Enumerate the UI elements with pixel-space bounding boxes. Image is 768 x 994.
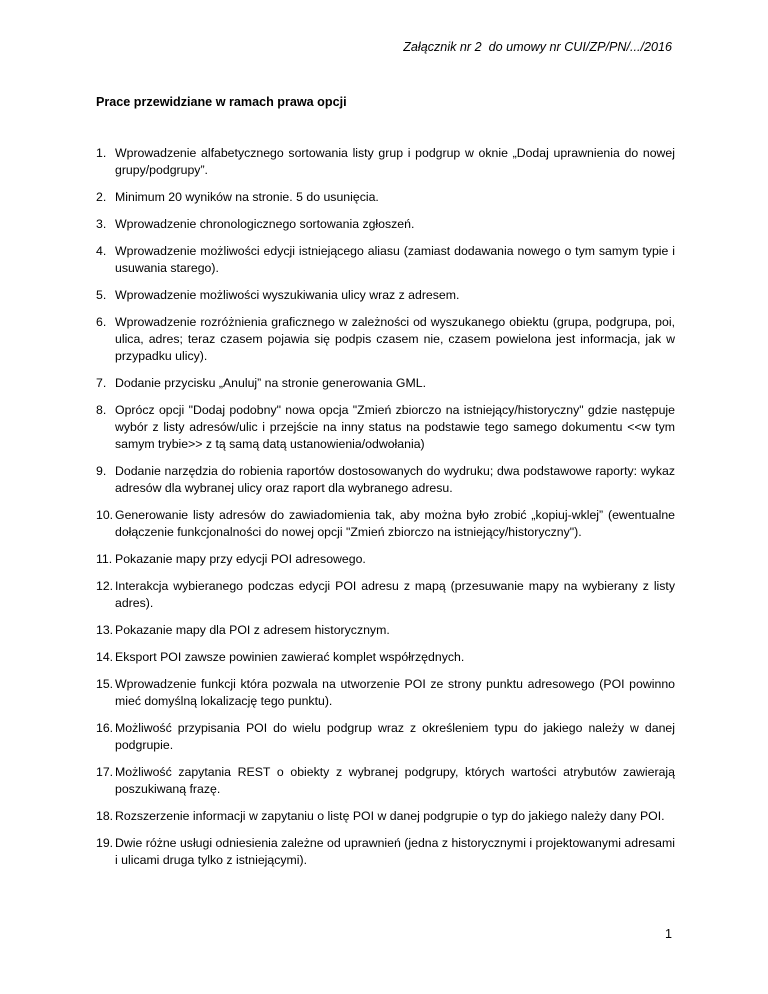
item-text: Wprowadzenie chronologicznego sortowania zgłoszeń. <box>115 217 415 231</box>
item-number: 4. <box>96 244 107 258</box>
list-item <box>96 189 675 206</box>
item-number: 11. <box>96 552 113 566</box>
list-item <box>96 287 675 304</box>
item-number: 16. <box>96 721 114 735</box>
item-text: Wprowadzenie rozróżnienia graficznego w zależności od wyszukanego obiektu (grupa, podgrupa, poi, ulica, adres; teraz czasem pojawia się podpis czasem nie, czasem powielona jest informacja, jak w przypadku ulicy). <box>115 315 675 363</box>
item-text: Dodanie narzędzia do robienia raportów dostosowanych do wydruku; dwa podstawowe raporty: wykaz adresów dla wybranej ulicy oraz raport dla wybranego adresu. <box>115 464 675 495</box>
item-number: 5. <box>96 288 107 302</box>
item-text: Możliwość przypisania POI do wielu podgrup wraz z określeniem typu do jakiego należy w danej podgrupie. <box>115 721 675 752</box>
item-number: 6. <box>96 315 107 329</box>
attachment-reference: Załącznik nr 2 do umowy nr CUI/ZP/PN/.../2016 <box>403 40 672 54</box>
item-number: 17. <box>96 765 114 779</box>
item-number: 7. <box>96 376 107 390</box>
item-text: Oprócz opcji "Dodaj podobny" nowa opcja "Zmień zbiorczo na istniejący/historyczny" gdzie następuje wybór z listy adresów/ulic i przejście na inny status na podstawie tego samego dokumentu <<w tym samym trybie>> z tą samą datą ustanowienia/odwołania) <box>115 403 675 451</box>
item-text: Interakcja wybieranego podczas edycji POI adresu z mapą (przesuwanie mapy na wybierany z listy adres). <box>115 579 675 610</box>
list-item <box>96 463 675 497</box>
list-item <box>96 507 675 541</box>
document-title: Prace przewidziane w ramach prawa opcji <box>96 95 347 109</box>
list-item <box>96 243 675 277</box>
list-item <box>96 145 675 179</box>
item-number: 3. <box>96 217 107 231</box>
item-number: 18. <box>96 809 114 823</box>
item-text: Rozszerzenie informacji w zapytaniu o listę POI w danej podgrupie o typ do jakiego należy dany POI. <box>115 809 665 823</box>
item-text: Dodanie przycisku „Anuluj” na stronie generowania GML. <box>115 376 426 390</box>
list-item <box>96 649 675 666</box>
list-item <box>96 808 675 825</box>
item-text: Wprowadzenie alfabetycznego sortowania listy grup i podgrup w oknie „Dodaj uprawnienia do nowej grupy/podgrupy”. <box>115 146 675 177</box>
item-text: Wprowadzenie możliwości wyszukiwania ulicy wraz z adresem. <box>115 288 460 302</box>
item-text: Eksport POI zawsze powinien zawierać komplet współrzędnych. <box>115 650 465 664</box>
item-text: Dwie różne usługi odniesienia zależne od uprawnień (jedna z historycznymi i projektowanymi adresami i ulicami druga tylko z istniejącymi). <box>115 836 675 867</box>
option-works-list <box>96 145 675 879</box>
item-number: 15. <box>96 677 114 691</box>
item-number: 2. <box>96 190 107 204</box>
item-number: 13. <box>96 623 114 637</box>
list-item <box>96 551 675 568</box>
list-item <box>96 676 675 710</box>
list-item <box>96 835 675 869</box>
item-number: 10. <box>96 508 114 522</box>
item-text: Minimum 20 wyników na stronie. 5 do usunięcia. <box>115 190 379 204</box>
item-text: Wprowadzenie możliwości edycji istniejącego aliasu (zamiast dodawania nowego o tym samym typie i usuwania starego). <box>115 244 675 275</box>
item-number: 1. <box>96 146 107 160</box>
item-text: Generowanie listy adresów do zawiadomienia tak, aby można było zrobić „kopiuj-wklej” (ewentualne dołączenie funkcjonalności do nowej opcji "Zmień zbiorczo na istniejący/historyczny"). <box>115 508 675 539</box>
item-number: 14. <box>96 650 114 664</box>
list-item <box>96 622 675 639</box>
list-item <box>96 720 675 754</box>
item-text: Możliwość zapytania REST o obiekty z wybranej podgrupy, których wartości atrybutów zawierają poszukiwaną frazę. <box>115 765 675 796</box>
list-item <box>96 314 675 365</box>
list-item <box>96 578 675 612</box>
item-number: 19. <box>96 836 114 850</box>
page-number: 1 <box>664 927 672 941</box>
list-item <box>96 375 675 392</box>
list-item <box>96 216 675 233</box>
item-text: Pokazanie mapy dla POI z adresem historycznym. <box>115 623 390 637</box>
item-number: 8. <box>96 403 107 417</box>
item-number: 12. <box>96 579 114 593</box>
item-number: 9. <box>96 464 107 478</box>
list-item <box>96 402 675 453</box>
item-text: Wprowadzenie funkcji która pozwala na utworzenie POI ze strony punktu adresowego (POI powinno mieć domyślną lokalizację tego punktu). <box>115 677 675 708</box>
list-item <box>96 764 675 798</box>
item-text: Pokazanie mapy przy edycji POI adresowego. <box>115 552 366 566</box>
